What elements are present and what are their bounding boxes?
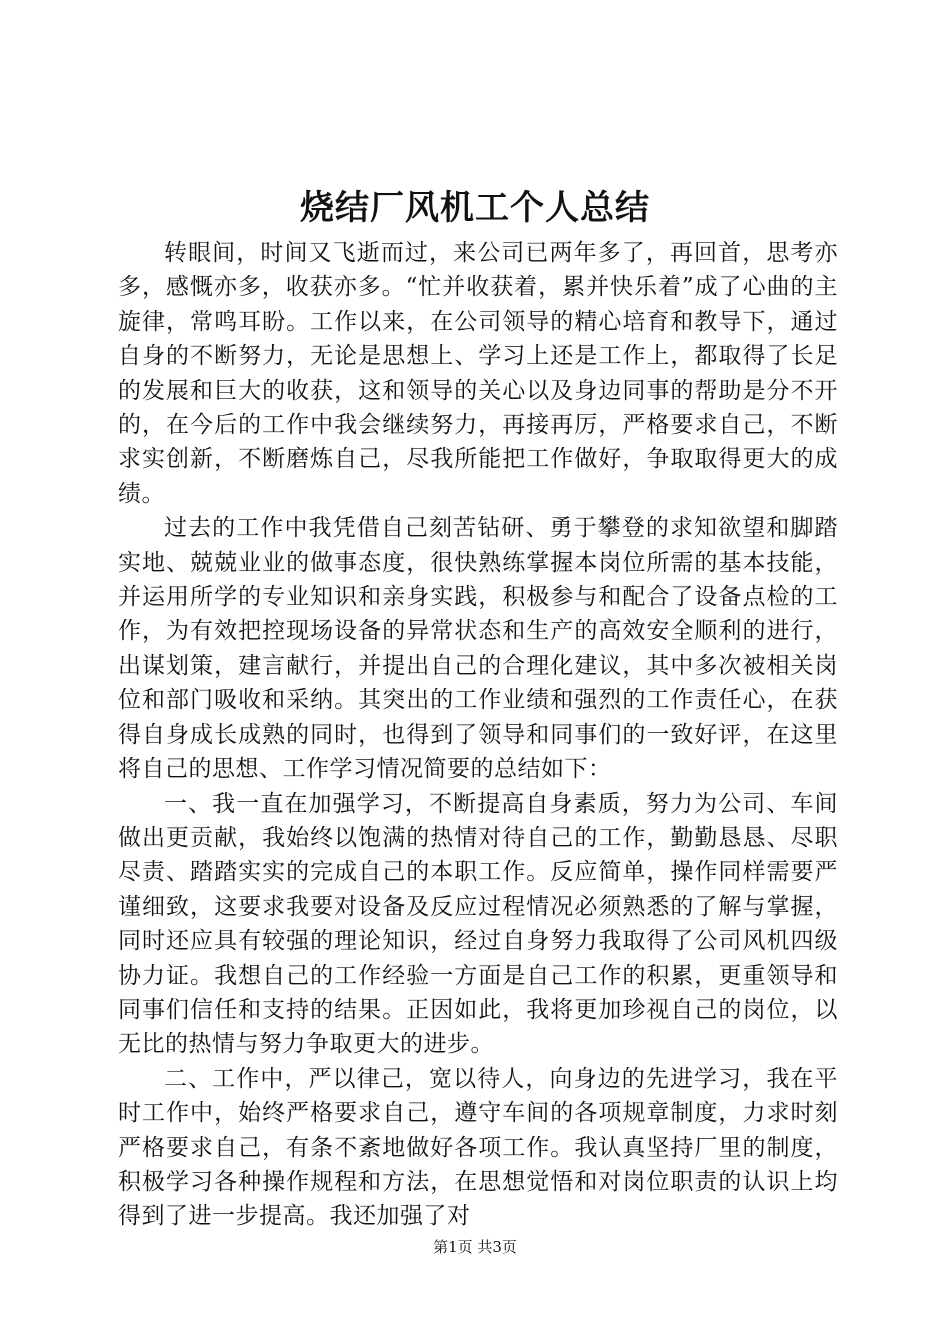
document-body xyxy=(118,236,838,1234)
paragraph-1: 转眼间，时间又飞逝而过，来公司已两年多了，再回首，思考亦多，感慨亦多，收获亦多。“忙并收获着，累并快乐着”成了心曲的主旋律，常鸣耳盼。工作以来，在公司领导的精心培育和教导下，通过自身的不断努力，无论是思想上、学习上还是工作上，都取得了长足的发展和巨大的收获，这和领导的关心以及身边同事的帮助是分不开的，在今后的工作中我会继续努力，再接再厉，严格要求自己，不断求实创新，不断磨炼自己，尽我所能把工作做好，争取取得更大的成绩。 xyxy=(118,240,838,507)
paragraph-3: 一、我一直在加强学习，不断提高自身素质，努力为公司、车间做出更贡献，我始终以饱满的热情对待自己的工作，勤勤恳恳、尽职尽责、踏踏实实的完成自己的本职工作。反应简单，操作同样需要严谨细致，这要求我要对设备及反应过程情况必须熟悉的了解与掌握，同时还应具有较强的理论知识，经过自身努力我取得了公司风机四级协力证。我想自己的工作经验一方面是自己工作的积累，更重领导和同事们信任和支持的结果。正因如此，我将更加珍视自己的岗位，以无比的热情与努力争取更大的进步。 xyxy=(118,790,838,1058)
page-number-footer: 第1页 共3页 xyxy=(433,1238,517,1256)
paragraph-4: 二、工作中，严以律己，宽以待人，向身边的先进学习，我在平时工作中，始终严格要求自己，遵守车间的各项规章制度，力求时刻严格要求自己，有条不紊地做好各项工作。我认真坚持厂里的制度，积极学习各种操作规程和方法，在思想觉悟和对岗位职责的认识上均得到了进一步提高。我还加强了对 xyxy=(118,1065,838,1230)
paragraph-2: 过去的工作中我凭借自己刻苦钻研、勇于攀登的求知欲望和脚踏实地、兢兢业业的做事态度，很快熟练掌握本岗位所需的基本技能，并运用所学的专业知识和亲身实践，积极参与和配合了设备点检的工作，为有效把控现场设备的异常状态和生产的高效安全顺利的进行，出谋划策，建言献行，并提出自己的合理化建议，其中多次被相关岗位和部门吸收和采纳。其突出的工作业绩和强烈的工作责任心，在获得自身成长成熟的同时，也得到了领导和同事们的一致好评，在这里将自己的思想、工作学习情况简要的总结如下： xyxy=(118,515,838,783)
document-title: 烧结厂风机工个人总结 xyxy=(300,188,650,228)
